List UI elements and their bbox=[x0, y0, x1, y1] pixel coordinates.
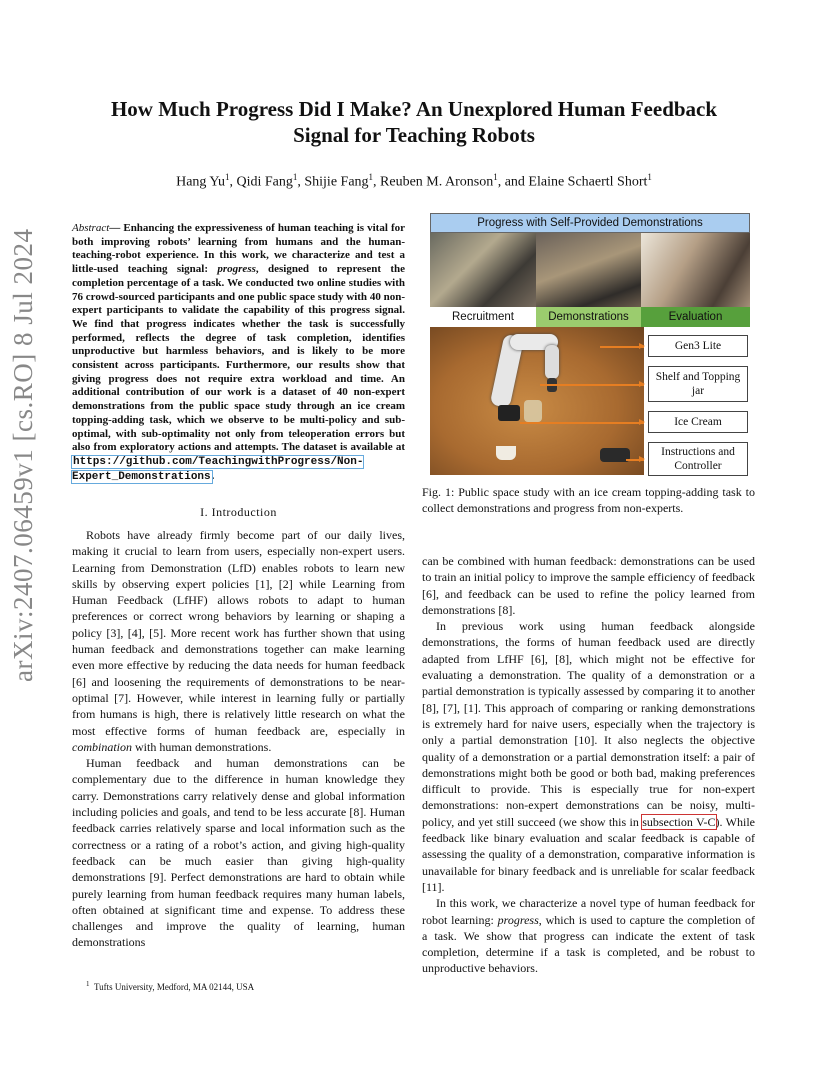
recruitment-photo bbox=[430, 233, 536, 307]
robot-base bbox=[498, 405, 520, 421]
topping-jar bbox=[524, 400, 542, 422]
figure-banner: Progress with Self-Provided Demonstrations bbox=[430, 213, 750, 233]
paper-title bbox=[60, 96, 768, 148]
affiliation-mark: 1 bbox=[493, 172, 498, 182]
author: Reuben M. Aronson bbox=[380, 174, 494, 190]
affiliation-mark: 1 bbox=[292, 172, 298, 182]
introduction-right-column bbox=[422, 553, 755, 977]
title-line-2: Signal for Teaching Robots bbox=[293, 123, 535, 147]
title-line-1: How Much Progress Did I Make? An Unexplored Human Feedback bbox=[110, 97, 718, 121]
stage-demonstrations: Demonstrations bbox=[536, 307, 641, 327]
author-list: Hang Yu$^1$, Qidi Fang$^1$, Shijie Fang$^1$, Reuben M. Aronson$^1$, and Elaine Schaertl Short$^1$ bbox=[176, 172, 652, 190]
footnote-text: Tufts University, Medford, MA 02144, USA bbox=[94, 982, 255, 992]
abstract-text-2: , designed to represent the completion percentage of a task. We conducted two online studies with 76 crowd-sourced participants and one public space study with 40 non-expert participants to validate the capability of this progress signal. We find that progress indicates whether the task is successfully performed, reflects the degree of task completion, identifies unproductive but harmless behaviors, and is likely to be more consistent across participants. Furthermore, our results show that giving progress does not require extra workload and time. An additional contribution of our work is a dataset of 40 non-expert demonstrations from the public space study through an ice cream topping-adding task, which we observe to be multi-policy and sub-optimal, with sub-optimality not only from teleoperation errors but also from exploratory actions and attempts. The dataset is available at bbox=[72, 263, 405, 454]
introduction-left-column bbox=[72, 527, 405, 951]
label-text: Ice Cream bbox=[674, 415, 722, 428]
footnote bbox=[86, 980, 254, 992]
right-text: In previous work using human feedback alongside demonstrations, the forms of human feedback used are directly adapted from LfHF [6], [8], which might not be effective for evaluating a demonstration. The quality of a demonstration or a partial demonstration is typically assessed by comparing it to another [8], [7], [1]. This approach of comparing or ranking demonstrations is extremely hard for naive users, especially when the trajectory is only a partial demonstration [10]. It also neglects the objective quality of a demonstration or a partial demonstration itself: a pair of demonstrations might both be good or both bad, making preferences difficult to provide. This is especially true for non-expert demonstrations: non-expert demonstrations can be noisy, multi-policy, and yet still succeed (we show this in bbox=[422, 619, 755, 829]
right-paragraph-1: can be combined with human feedback: demonstrations can be used to train an initial policy to improve the sample efficiency of feedback [6], and feedback can be used to refine the policy learned from demonstrations [8]. bbox=[422, 554, 755, 617]
robot-arm-segment bbox=[545, 345, 559, 379]
arrow-shelf bbox=[540, 384, 644, 386]
right-text: , which is used to capture the completion of a task. We show that progress can indicate the extent of task completion, determine if a task is completed, and be robust to unproductive behaviors. bbox=[422, 912, 755, 976]
label-text: Instructions and Controller bbox=[661, 445, 735, 472]
arrow-icecream bbox=[520, 422, 644, 424]
arrow-gen3 bbox=[600, 346, 644, 348]
affiliation-mark: 1 bbox=[647, 172, 652, 182]
affiliation-mark: 1 bbox=[368, 172, 374, 182]
right-emphasis: progress bbox=[497, 912, 539, 927]
footnote-mark: 1 bbox=[86, 980, 90, 988]
intro-paragraph-2: Human feedback and human demonstrations can be complementary due to the difference in human knowledge they carry. Demonstrations carry relatively dense and global information including policies and goals, and tend to be less accurate [8]. Human feedback carries relatively sparse and local information such as the correctness or a rating of a robot’s action, and giving high-quality feedback can be much easier than giving high-quality demonstrations [9]. Perfect demonstrations are hard to obtain while purely learning from human feedback requires many human labels, often obtained at significant time and expense. To address these challenges and improve the quality of learning, human demonstrations bbox=[72, 756, 405, 950]
ice-cream-cup bbox=[496, 446, 516, 460]
right-text: In this work, we characterize a novel type of human feedback for robot learning: bbox=[422, 896, 755, 927]
label-text: Gen3 Lite bbox=[674, 339, 722, 352]
dataset-link[interactable]: https://github.com/TeachingwithProgress/Non-Expert_Demonstrations bbox=[72, 455, 364, 483]
intro-emphasis: combination bbox=[72, 739, 132, 754]
abstract-text-1: — Enhancing the expressiveness of human teaching is vital for both improving robots’ learning from humans and the human-teaching-robot experience. In this work, we characterize and test a little-used teaching signal: bbox=[72, 222, 405, 276]
label-text: Shelf and Topping jar bbox=[655, 370, 741, 397]
right-paragraph-2 bbox=[422, 618, 755, 895]
arrow-controller bbox=[626, 459, 644, 461]
arxiv-stamp-text: arXiv:2407.06459v1 [cs.RO] 8 Jul 2024 bbox=[8, 228, 38, 682]
abstract-emphasis: progress bbox=[217, 263, 256, 276]
label-shelf bbox=[648, 366, 748, 402]
demonstrations-photo bbox=[536, 233, 641, 307]
intro-paragraph-1 bbox=[72, 527, 405, 755]
author: Qidi Fang bbox=[236, 174, 293, 190]
section-reference-link[interactable]: subsection V-C bbox=[642, 814, 716, 829]
stage-recruitment: Recruitment bbox=[430, 307, 536, 327]
intro-text: with human demonstrations. bbox=[132, 739, 272, 754]
author: Shijie Fang bbox=[304, 174, 369, 190]
right-text: ). While feedback like binary evaluation and scalar feedback is capable of assessing the quality of a demonstration, comparative information is unavailable for binary feedback and is unreliable for scalar feedback [11]. bbox=[422, 814, 755, 894]
label-instructions bbox=[648, 442, 748, 476]
affiliation-mark: 1 bbox=[224, 172, 230, 182]
figure-caption: Fig. 1: Public space study with an ice cream topping-adding task to collect demonstrations and progress from non-experts. bbox=[422, 485, 755, 515]
intro-text: Robots have already firmly become part of our daily lives, making it crucial to learn from users, especially non-expert users. Learning from Demonstration (LfD) enables robots to learn new skills by observing expert policies [1], [2] while Learning from Human Feedback (LfHF) allows robots to adapt to human preferences or correct wrong behaviors by learning or shaping a policy [3], [4], [5]. More recent work has further shown that using human feedback and demonstrations together can make learning even more effective by reducing the data needs for human feedback [6] and loosening the requirements of demonstrations to be near-optimal [7]. However, while interest in learning fully or partially from humans is high, there is relatively little research on what the most effective forms of human feedback are, especially in bbox=[72, 528, 405, 738]
section-heading: I. Introduction bbox=[200, 505, 277, 519]
abstract-lead: Abstract bbox=[72, 222, 110, 234]
author: Hang Yu bbox=[176, 174, 225, 190]
right-paragraph-3 bbox=[422, 895, 755, 976]
author: Elaine Schaertl Short bbox=[528, 174, 648, 190]
stage-evaluation: Evaluation bbox=[641, 307, 750, 327]
evaluation-photo bbox=[641, 233, 750, 307]
label-gen3-lite bbox=[648, 335, 748, 357]
label-ice-cream bbox=[648, 411, 748, 433]
abstract: Abstract— Enhancing the expressiveness of human teaching is vital for both improving robots’ learning from humans and the human-teaching-robot experience. In this work, we characterize and test a little-used teaching signal: progress, designed to represent the completion percentage of a task. We conducted two online studies with 76 crowd-sourced participants and one public space study with 40 non-expert participants to validate the capability of this progress signal. We find that progress indicates whether the task is successfully performed, reflects the degree of task completion, identifies unproductive but harmless behaviors, and is likely to be more consistent across participants. Furthermore, our results show that giving progress does not require extra workload and time. An additional contribution of our work is a dataset of 40 non-expert demonstrations from the public space study through an ice cream topping-adding task, which we observe to be multi-policy and sub-optimal, with sub-optimality not only from teleoperation errors but also from exploratory actions and attempts. The dataset is available at https://github.com/TeachingwithProgress/Non-Expert_Demonstrations. bbox=[72, 222, 405, 483]
